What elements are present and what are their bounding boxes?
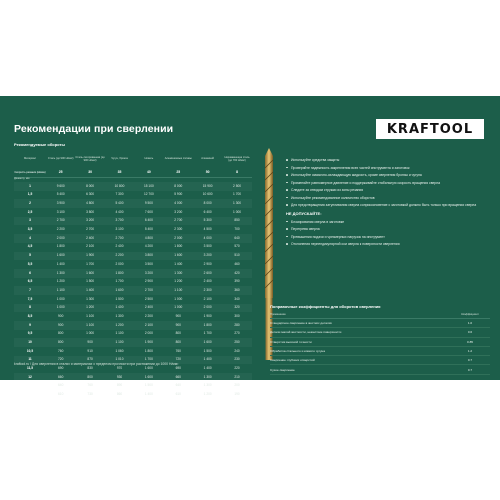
rpm-cell: 2 400 [115, 244, 124, 249]
col-header: Сталь (до 900 Н/мм²) [47, 157, 74, 161]
rpm-cell: 660 [58, 374, 64, 379]
table-header-row [14, 151, 252, 168]
rpm-cell: 10 800 [114, 183, 125, 188]
rpm-cell: 3 500 [144, 261, 153, 266]
rpm-cell: 2 700 [144, 287, 153, 292]
rpm-cell: 900 [175, 313, 181, 318]
table-row [14, 234, 252, 243]
rpm-cell: 280 [234, 322, 240, 327]
rpm-cell: 660 [175, 374, 181, 379]
rpm-cell: 2 000 [174, 235, 183, 240]
first-col-header: Материал [23, 157, 37, 161]
rpm-cell: 390 [234, 279, 240, 284]
rpm-cell: 1 000 [86, 331, 95, 336]
recommendation-panel [0, 96, 500, 397]
diameter-cell: 3,5 [27, 227, 33, 232]
rpm-cell: 2 700 [115, 235, 124, 240]
rpm-cell: 5 400 [144, 227, 153, 232]
rpm-cell: 1 800 [56, 244, 65, 249]
rpm-cell: 1 800 [115, 270, 124, 275]
coef-label: Стандартное сверление в жестких деталях [270, 321, 332, 326]
rpm-cell: 860 [116, 392, 123, 397]
coef-value: 0.7 [467, 367, 473, 372]
rpm-cell: 2 400 [86, 235, 95, 240]
rpm-cell: 970 [116, 366, 123, 371]
diameter-cell: 10 [28, 340, 32, 345]
rpm-cell: 1 100 [86, 313, 95, 318]
col-header: Сталь легированная (до 900 Н/мм²) [75, 155, 105, 162]
rpm-cell: 800 [58, 340, 64, 345]
table-row [270, 365, 490, 374]
rpm-cell: 760 [58, 348, 64, 353]
rpm-cell: 2 400 [144, 305, 153, 310]
list-item: Следите за отводом стружки из зоны резания [286, 188, 491, 192]
diameter-cell: 4,5 [27, 244, 33, 249]
diameter-cell: 4 [29, 235, 31, 240]
rpm-cell: 3 700 [115, 218, 124, 223]
rpm-cell: 800 [87, 374, 93, 379]
rpm-cell: 300 [234, 313, 240, 318]
table-row [270, 319, 490, 328]
rpm-cell: 1 400 [203, 366, 212, 371]
rpm-cell: 1 200 [86, 305, 95, 310]
rpm-cell: 1 600 [144, 366, 153, 371]
rpm-cell: 1 300 [115, 313, 124, 318]
rpm-cell: 12 700 [143, 192, 154, 197]
rpm-cell: 1 600 [203, 340, 212, 345]
diameter-cell: 2,5 [27, 209, 33, 214]
rpm-cell: 3 200 [86, 218, 95, 223]
rpm-cell: 1 700 [144, 357, 153, 362]
rpm-cell: 1 800 [144, 348, 153, 353]
table-body [14, 182, 252, 399]
rpm-cell: 10 600 [202, 192, 213, 197]
rpm-cell: 2 600 [203, 270, 212, 275]
rpm-cell: 1 300 [203, 383, 212, 388]
rpm-cell: 2 400 [203, 279, 212, 284]
rpm-cell: 720 [175, 357, 181, 362]
rpm-cell: 690 [58, 366, 64, 371]
table-row [14, 252, 252, 261]
rpm-cell: 1 500 [144, 383, 153, 388]
speed-value: 35 [117, 169, 122, 174]
rpm-cell: 640 [58, 383, 64, 388]
list-item: Используйте смазочно-охлаждающую жидкость, кроме сверления бронзы и чугуна [286, 173, 491, 177]
rpm-cell: 230 [234, 357, 240, 362]
diameter-cell: 1 [29, 183, 31, 188]
col-header: Алюминиевые сплавы [164, 157, 192, 161]
diameter-cell: 6 [29, 270, 31, 275]
rpm-cell: 1 400 [115, 305, 124, 310]
rpm-cell: 1 500 [115, 296, 124, 301]
rpm-cell: 850 [234, 218, 240, 223]
rpm-cell: 2 500 [233, 183, 242, 188]
rpm-cell: 1 600 [56, 253, 65, 258]
rpm-cell: 7 600 [144, 209, 153, 214]
rpm-cell: 1 400 [174, 261, 183, 266]
coef-value: 0.85 [466, 339, 474, 344]
rpm-cell: 420 [234, 270, 240, 275]
rpm-cell: 460 [234, 261, 240, 266]
rpm-cell: 6 400 [144, 218, 153, 223]
coef-value: 1.2 [467, 349, 473, 354]
diameter-cell: 12 [28, 374, 32, 379]
rpm-cell: 1 600 [144, 374, 153, 379]
brand-logo: KRAFTOOL [376, 119, 484, 139]
rpm-cell: 3 800 [144, 253, 153, 258]
diameter-cell: 12,5 [26, 383, 34, 388]
rpm-cell: 1 300 [203, 374, 212, 379]
table-row [14, 347, 252, 356]
table-row [270, 347, 490, 356]
rpm-cell: 1 100 [115, 331, 124, 336]
rpm-cell: 2 000 [56, 235, 65, 240]
rpm-cell: 2 300 [174, 227, 183, 232]
rpm-cell: 7 300 [115, 192, 124, 197]
rpm-cell: 2 200 [115, 253, 124, 258]
rpm-cell: 4 000 [203, 235, 212, 240]
speed-row [14, 168, 252, 178]
table-row [14, 199, 252, 208]
speed-value: 50 [205, 169, 210, 174]
rpm-cell: 3 200 [144, 270, 153, 275]
coef-value: 1.0 [467, 321, 473, 326]
rpm-cell: 210 [234, 374, 240, 379]
rpm-cell: 2 200 [56, 227, 65, 232]
rpm-cell: 730 [87, 392, 93, 397]
rpm-cell: 1 600 [174, 253, 183, 258]
rpm-cell: 220 [234, 366, 240, 371]
rpm-cell: 800 [175, 331, 181, 336]
diameter-cell: 6,5 [27, 279, 33, 284]
rpm-cell: 690 [175, 366, 181, 371]
recommendation-list [286, 158, 491, 250]
rpm-cell: 15 900 [202, 183, 213, 188]
rpm-cell: 1 700 [233, 192, 242, 197]
rpm-cell: 2 100 [144, 322, 153, 327]
rpm-cell: 3 200 [174, 209, 183, 214]
rpm-cell: 890 [116, 383, 123, 388]
diameter-cell: 5 [29, 253, 31, 258]
rpm-cell: 2 700 [86, 227, 95, 232]
rpm-cell: 830 [87, 366, 93, 371]
col-header: Алюминий [201, 157, 215, 161]
rpm-cell: 1 200 [56, 279, 65, 284]
table-row [14, 260, 252, 269]
diameter-cell: 5,5 [27, 261, 33, 266]
rpm-cell: 240 [234, 348, 240, 353]
rpm-cell: 2 000 [203, 305, 212, 310]
rpm-cell: 760 [175, 348, 181, 353]
rpm-cell: 1 900 [86, 253, 95, 258]
rpm-cell: 2 000 [115, 261, 124, 266]
rpm-cell: 2 100 [203, 296, 212, 301]
list-item: Превышения подачи и чрезмерных нагрузок на инструмент [286, 235, 491, 239]
table-row [14, 243, 252, 252]
table-row [14, 217, 252, 226]
rpm-cell: 1 200 [203, 392, 212, 397]
rpm-cell: 720 [58, 357, 64, 362]
rpm-cell: 1 000 [56, 305, 65, 310]
diameter-label: Диаметр, мм [14, 177, 30, 180]
col-header: Нержавеющая сталь (до 700 Н/мм²) [224, 155, 250, 162]
rpm-cell: 510 [234, 253, 240, 258]
rpm-cell: 360 [234, 287, 240, 292]
rpm-cell: 2 200 [144, 313, 153, 318]
rpm-cell: 250 [234, 340, 240, 345]
rpm-cell: 1 800 [203, 322, 212, 327]
diameter-cell: 1,5 [27, 192, 33, 197]
rpm-cell: 1 000 [174, 305, 183, 310]
coef-label: Отверстия высокой точности [270, 339, 312, 344]
rpm-cell: 9 500 [144, 201, 153, 206]
rpm-cell: 1 600 [115, 287, 124, 292]
rpm-cell: 190 [234, 392, 240, 397]
coef-head-right: Коэффициент [461, 313, 479, 316]
do-not-heading: НЕ ДОПУСКАЙТЕ: [286, 210, 322, 216]
page-title: Рекомендации при сверлении [14, 123, 174, 135]
diameter-cell: 2 [29, 201, 31, 206]
diameter-cell: 7 [29, 287, 31, 292]
rpm-cell: 1 060 [115, 348, 124, 353]
rpm-cell: 1 700 [86, 261, 95, 266]
rpm-cell: 2 900 [144, 279, 153, 284]
rpm-cell: 1 400 [144, 392, 153, 397]
list-item: Блокирования сверла в заготовке [286, 220, 491, 224]
rpm-cell: 8 000 [203, 201, 212, 206]
diameter-cell: 8,5 [27, 313, 33, 318]
rpm-cell: 2 500 [144, 296, 153, 301]
rpm-cell: 5 400 [115, 201, 124, 206]
diameter-cell: 3 [29, 218, 31, 223]
rpm-cell: 4 000 [174, 201, 183, 206]
rpm-cell: 1 500 [203, 348, 212, 353]
rpm-cell: 1 100 [115, 340, 124, 345]
table-row [14, 278, 252, 287]
table-row [14, 312, 252, 321]
rpm-cell: 5 300 [203, 218, 212, 223]
rpm-cell: 640 [175, 383, 181, 388]
rpm-cell: 700 [234, 227, 240, 232]
speed-label: Скорость резания (м/мин) [14, 170, 46, 174]
rpm-cell: 270 [234, 331, 240, 336]
rpm-cell: 570 [234, 244, 240, 249]
rpm-cell: 1 200 [115, 322, 124, 327]
coef-label: Сухое сверление [270, 367, 295, 372]
diameter-cell: 11 [28, 357, 32, 362]
rpm-cell: 800 [175, 340, 181, 345]
speed-value: 25 [176, 169, 181, 174]
rpm-cell: 4 200 [144, 244, 153, 249]
speed-value: 40 [146, 169, 151, 174]
rpm-cell: 1 300 [56, 270, 65, 275]
rpm-cell: 1 100 [56, 287, 65, 292]
rpm-cell: 5 400 [56, 192, 65, 197]
diameter-cell: 10,5 [26, 348, 34, 353]
rpm-cell: 1 000 [56, 296, 65, 301]
coef-value: 0.6 [467, 330, 473, 335]
speed-value: 25 [58, 169, 63, 174]
rpm-cell: 1 500 [86, 279, 95, 284]
rpm-cell: 1 000 [233, 209, 242, 214]
rpm-cell: 6 400 [203, 209, 212, 214]
coefficient-table [270, 304, 490, 375]
diameter-cell: 11,5 [26, 366, 34, 371]
rpm-cell: 870 [87, 357, 93, 362]
table-subtitle: Рекомендуемые обороты [14, 142, 65, 147]
list-item: Используйте рекомендованное количество оборотов [286, 196, 491, 200]
rpm-cell: 900 [58, 313, 64, 318]
footer-note: kraftool.ru / Для сверления в сталях и материалах с пределом прочности при растяжении до 1000 Н/мм² [14, 362, 179, 366]
rpm-cell: 8 000 [174, 183, 183, 188]
table-row [270, 356, 490, 365]
rpm-cell: 340 [234, 296, 240, 301]
table-row [270, 328, 490, 337]
table-row [14, 391, 252, 400]
rpm-cell: 760 [87, 383, 93, 388]
rpm-cell: 1 600 [86, 270, 95, 275]
table-row [14, 338, 252, 347]
diameter-cell: 9,5 [27, 331, 33, 336]
diameter-cell: 13 [28, 392, 32, 397]
coefficient-title: Поправочные коэффициенты для оборотов сверления [270, 304, 381, 309]
rpm-cell: 6 300 [86, 192, 95, 197]
rpm-cell: 1 300 [86, 296, 95, 301]
rpm-cell: 4 800 [86, 201, 95, 206]
col-header: Чугун, бронза [111, 157, 128, 161]
table-row [14, 330, 252, 339]
table-row [14, 191, 252, 200]
diameter-cell: 8 [29, 305, 31, 310]
rpm-cell: 1 900 [203, 313, 212, 318]
rpm-cell: 1 700 [115, 279, 124, 284]
rpm-cell: 2 000 [144, 331, 153, 336]
rpm-cell: 200 [234, 383, 240, 388]
table-row [14, 304, 252, 313]
rpm-cell: 1 800 [174, 244, 183, 249]
rpm-cell: 900 [58, 322, 64, 327]
rpm-cell: 1 400 [56, 261, 65, 266]
rpm-cell: 3 800 [86, 209, 95, 214]
rpm-cell: 1 300 [174, 270, 183, 275]
table-row [270, 338, 490, 347]
rpm-cell: 1 100 [86, 322, 95, 327]
list-item: Используйте средства защиты [286, 158, 491, 162]
rpm-cell: 930 [116, 374, 123, 379]
rpm-cell: 900 [87, 340, 93, 345]
rpm-cell: 2 900 [203, 261, 212, 266]
rpm-cell: 1 900 [144, 340, 153, 345]
rpm-cell: 910 [87, 348, 93, 353]
table-row [14, 182, 252, 191]
rpm-cell: 3 200 [203, 253, 212, 258]
rpm-cell: 1 100 [174, 287, 183, 292]
coef-label: Сверление глубоких отверстий [270, 358, 315, 363]
speed-value: 8 [236, 169, 238, 174]
rpm-cell: 610 [175, 392, 181, 397]
diameter-cell: 9 [29, 322, 31, 327]
rpm-cell: 2 700 [56, 218, 65, 223]
rpm-cell: 3 900 [56, 201, 65, 206]
rpm-cell: 3 100 [115, 227, 124, 232]
rpm-cell: 900 [175, 322, 181, 327]
rpm-cell: 4 500 [203, 227, 212, 232]
rpm-cell: 1 700 [203, 331, 212, 336]
rpm-cell: 800 [58, 331, 64, 336]
rpm-cell: 2 300 [203, 287, 212, 292]
rpm-cell: 4 400 [115, 209, 124, 214]
rpm-cell: 1 400 [86, 287, 95, 292]
col-header: Никель [144, 157, 154, 161]
coef-label: Детали малой жесткости, нежесткие поверхности [270, 330, 342, 335]
rpm-cell: 1 200 [174, 279, 183, 284]
rpm-cell: 2 100 [86, 244, 95, 249]
rpm-cell: 1 400 [203, 357, 212, 362]
speed-value: 30 [88, 169, 92, 174]
rpm-cell: 610 [58, 392, 64, 397]
list-item: Применяйте равномерное давление и поддерживайте стабильную скорость вращения сверла [286, 181, 491, 185]
table-row [14, 225, 252, 234]
table-row [14, 321, 252, 330]
table-row [14, 269, 252, 278]
table-row [14, 295, 252, 304]
rpm-cell: 2 700 [174, 218, 183, 223]
table-row [14, 373, 252, 382]
rpm-cell: 9 600 [56, 183, 65, 188]
rpm-cell: 5 900 [174, 192, 183, 197]
rpm-cell: 8 000 [86, 183, 95, 188]
coef-head-left: Применение [270, 313, 286, 316]
table-row [14, 286, 252, 295]
list-item: Перегрева сверла [286, 227, 491, 231]
rpm-cell: 1 300 [233, 201, 242, 206]
coef-label: Обработка стального и ковкого чугуна [270, 349, 325, 354]
list-item: Отклонения перпендикулярной оси сверла к поверхности сверления [286, 242, 491, 246]
list-item: Для предотвращения затупливания сверла соприкосновение с заготовкой должно быть только при вращении сверла [286, 203, 491, 207]
rpm-cell: 1 000 [174, 296, 183, 301]
list-item: Проверяйте надежность закрепления всех частей инструмента и заготовок [286, 166, 491, 170]
coef-value: 0.7 [467, 358, 473, 363]
table-row [14, 382, 252, 391]
rpm-cell: 1 010 [115, 357, 124, 362]
rpm-cell: 15 100 [143, 183, 154, 188]
rpm-cell: 3 100 [56, 209, 65, 214]
rpm-cell: 4 800 [144, 235, 153, 240]
rpm-cell: 3 500 [203, 244, 212, 249]
rpm-cell: 320 [234, 305, 240, 310]
rpm-cell: 640 [234, 235, 240, 240]
diameter-cell: 7,5 [27, 296, 33, 301]
table-row [14, 208, 252, 217]
